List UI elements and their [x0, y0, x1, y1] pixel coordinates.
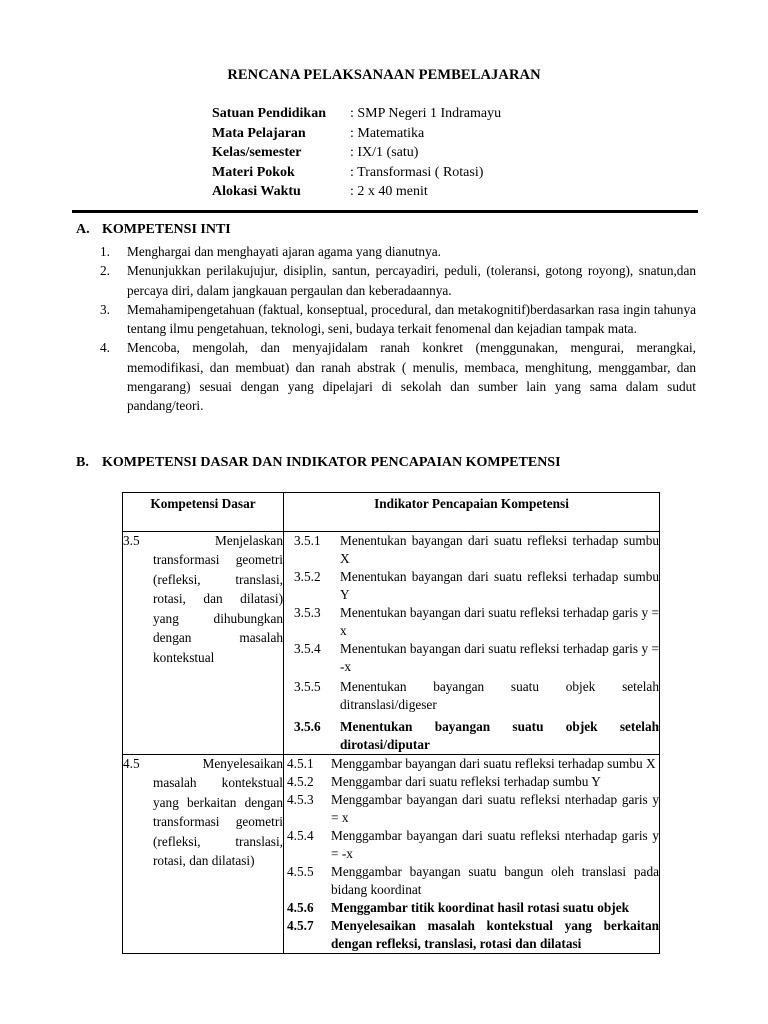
kd-description: masalah kontekstual yang berkaitan dengan transformasi geometri (refleksi, translasi, rotasi, dan dilatasi) — [153, 775, 283, 868]
kd-lead: Menyelesaikan — [202, 756, 283, 771]
section-letter: A. — [76, 222, 90, 237]
list-number: 4. — [100, 340, 110, 356]
kompetensi-inti-list — [100, 242, 696, 416]
list-text: Menunjukkan perilakujujur, disiplin, santun, percayadiri, peduli, (toleransi, gotong royong), snatun,dan percaya diri, dalam jangkauan pergaulan dan keberadaannya. — [127, 263, 696, 298]
list-item — [100, 242, 696, 261]
indicator-text: Menentukan bayangan dari suatu refleksi terhadap garis y = x — [340, 605, 659, 638]
indicator-item — [284, 532, 659, 568]
indicator-text: Menggambar bayangan dari suatu refleksi nterhadap garis y = x — [331, 792, 659, 825]
meta-value: : IX/1 (satu) — [350, 145, 419, 160]
indicator-item — [284, 827, 659, 863]
indicator-item — [284, 568, 659, 604]
indicator-code: 4.5.2 — [287, 774, 314, 789]
indicator-code: 4.5.5 — [287, 864, 314, 879]
indicator-code: 4.5.6 — [287, 900, 314, 915]
indicator-text: Menggambar bayangan suatu bangun oleh translasi pada bidang koordinat — [331, 864, 659, 897]
meta-label: Alokasi Waktu — [212, 184, 301, 199]
table-header-row — [123, 493, 660, 532]
indicator-item — [284, 917, 659, 953]
indicator-text: Menggambar bayangan dari suatu refleksi nterhadap garis y = -x — [331, 828, 659, 861]
list-text: Mencoba, mengolah, dan menyajidalam ranah konkret (menggunakan, mengurai, merangkai, memodifikasi, dan membuat) dan ranah abstrak ( menulis, membaca, menghitung, menggambar, dan mengarang) sesuai dengan yang dipelajari di sekolah dan sumber lain yang sama dalam sudut pandang/teori. — [127, 340, 696, 414]
indicator-code: 4.5.7 — [287, 918, 314, 933]
kd-lead: Menjelaskan — [215, 533, 283, 548]
indicator-code: 3.5.1 — [294, 533, 321, 548]
indicator-cell — [284, 532, 660, 755]
indicator-text: Menentukan bayangan suatu objek setelah dirotasi/diputar — [340, 719, 659, 752]
table-header-cell: Kompetensi Dasar — [123, 493, 284, 532]
indicator-cell — [284, 755, 660, 954]
list-text: Memahamipengetahuan (faktual, konseptual, procedural, dan metakognitif)berdasarkan rasa ingin tahunya tentang ilmu pengetahuan, teknologi, seni, budaya terkait fenomenal dan kejadian tampak mata. — [127, 301, 696, 337]
section-title: KOMPETENSI DASAR DAN INDIKATOR PENCAPAIAN KOMPETENSI — [102, 455, 561, 470]
section-title: KOMPETENSI INTI — [102, 222, 231, 237]
competency-table — [122, 492, 660, 954]
list-number: 3. — [100, 301, 110, 317]
identity-block — [212, 106, 501, 204]
meta-label: Kelas/semester — [212, 145, 302, 160]
indicator-text: Menyelesaikan masalah kontekstual yang berkaitan dengan refleksi, translasi, rotasi dan dilatasi — [331, 918, 659, 951]
list-number: 2. — [100, 263, 110, 279]
kd-cell — [123, 532, 284, 755]
section-b-heading — [76, 455, 561, 471]
indicator-item — [284, 678, 659, 714]
indicator-text: Menggambar titik koordinat hasil rotasi suatu objek — [331, 900, 629, 915]
indicator-code: 3.5.2 — [294, 569, 321, 584]
indicator-code: 3.5.4 — [294, 641, 321, 656]
indicator-item — [284, 791, 659, 827]
indicator-code: 4.5.3 — [287, 792, 314, 807]
kd-code: 4.5 — [123, 756, 140, 771]
indicator-item — [284, 755, 659, 773]
meta-label: Satuan Pendidikan — [212, 106, 326, 121]
section-a-heading — [76, 222, 231, 238]
indicator-item — [284, 604, 659, 640]
section-letter: B. — [76, 455, 89, 470]
indicator-text: Menentukan bayangan dari suatu refleksi terhadap garis y = -x — [340, 641, 659, 674]
indicator-item — [284, 863, 659, 899]
meta-value: : SMP Negeri 1 Indramayu — [350, 106, 502, 121]
indicator-text: Menggambar dari suatu refleksi terhadap sumbu Y — [331, 774, 601, 789]
document-title: RENCANA PELAKSANAAN PEMBELAJARAN — [227, 67, 541, 83]
indicator-code: 3.5.5 — [294, 679, 321, 694]
list-text: Menghargai dan menghayati ajaran agama yang dianutnya. — [127, 244, 441, 259]
list-item — [100, 300, 696, 339]
kd-code: 3.5 — [123, 533, 140, 548]
list-item — [100, 338, 696, 415]
indicator-text: Menggambar bayangan dari suatu refleksi terhadap sumbu X — [331, 756, 656, 771]
indicator-code: 3.5.6 — [294, 719, 321, 734]
meta-row — [212, 165, 501, 185]
indicator-code: 4.5.4 — [287, 828, 314, 843]
header-divider — [72, 210, 698, 213]
table-row — [123, 532, 660, 755]
meta-row — [212, 126, 501, 146]
indicator-text: Menentukan bayangan dari suatu refleksi terhadap sumbu Y — [340, 569, 659, 602]
indicator-code: 4.5.1 — [287, 756, 314, 771]
kd-description: transformasi geometri (refleksi, translasi, rotasi, dan dilatasi) yang dihubungkan dengan masalah kontekstual — [153, 552, 283, 665]
indicator-text: Menentukan bayangan dari suatu refleksi terhadap sumbu X — [340, 533, 659, 566]
indicator-code: 3.5.3 — [294, 605, 321, 620]
indicator-item — [284, 718, 659, 754]
table-header-cell: Indikator Pencapaian Kompetensi — [284, 493, 660, 532]
kd-first-line — [123, 532, 283, 550]
meta-row — [212, 106, 501, 126]
meta-row — [212, 184, 501, 204]
list-item — [100, 261, 696, 300]
indicator-item — [284, 899, 659, 917]
meta-value: : Transformasi ( Rotasi) — [350, 164, 484, 180]
indicator-text: Menentukan bayangan suatu objek setelah ditranslasi/digeser — [340, 679, 659, 712]
meta-row — [212, 145, 501, 165]
meta-label: Mata Pelajaran — [212, 125, 306, 141]
indicator-item — [284, 773, 659, 791]
meta-label: Materi Pokok — [212, 164, 295, 180]
kd-first-line — [123, 755, 283, 773]
table-row — [123, 755, 660, 954]
meta-value: : Matematika — [350, 125, 425, 141]
meta-value: : 2 x 40 menit — [350, 184, 428, 199]
kd-cell — [123, 755, 284, 954]
indicator-item — [284, 640, 659, 676]
list-number: 1. — [100, 244, 110, 259]
